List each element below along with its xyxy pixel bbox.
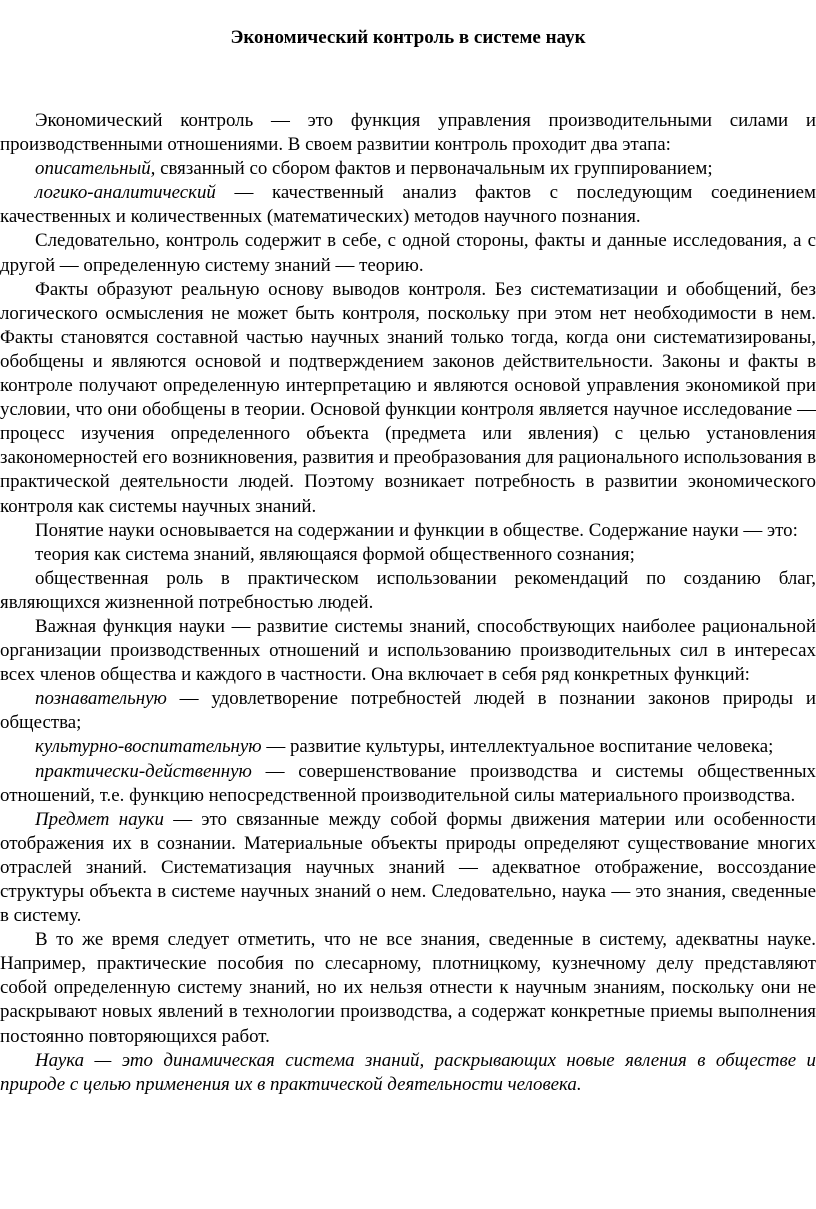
paragraph bbox=[0, 278, 816, 519]
paragraph bbox=[0, 181, 816, 229]
text-run: Понятие науки основывается на содержании и функции в обществе. Содержание науки — это: bbox=[35, 519, 798, 541]
italic-text: практически-действенную bbox=[35, 760, 252, 782]
paragraph bbox=[0, 928, 816, 1048]
paragraph bbox=[0, 157, 816, 181]
text-run: В то же время следует отметить, что не все знания, сведенные в систему, адекватны науке. Например, практические пособия по слесарному, плотницкому, кузнечному делу представляют собой определенную систему знаний, но их нельзя отнести к научным знаниям, поскольку они не раскрывают новых явлений в технологии производства, а содержат конкретные приемы выполнения постоянно повторяющихся работ. bbox=[0, 929, 816, 1047]
text-run: Следовательно, контроль содержит в себе, с одной стороны, факты и данные исследования, а с другой — определенную систему знаний — теорию. bbox=[0, 230, 816, 276]
italic-text: логико-аналитический bbox=[35, 182, 216, 204]
text-run: — качественный анализ фактов с последующим соединением качественных и количественных (математических) методов научного познания. bbox=[0, 182, 816, 228]
paragraph bbox=[0, 229, 816, 277]
paragraph bbox=[0, 760, 816, 808]
paragraph bbox=[0, 519, 816, 543]
italic-text: культурно-воспитательную bbox=[35, 736, 262, 758]
text-run: — это связанные между собой формы движения материи или особенности отображения их в сознании. Материальные объекты природы определяют существование многих отраслей знаний. Систематизация научных знаний — адекватное отображение, воссоздание структуры объекта в системе научных знаний о нем. Следовательно, наука — это знания, сведенные в систему. bbox=[0, 808, 816, 927]
text-run: общественная роль в практическом использовании рекомендаций по созданию благ, являющихся жизненной потребностью людей. bbox=[0, 567, 816, 613]
text-run: — удовлетворение потребностей людей в познании законов природы и общества; bbox=[0, 688, 816, 734]
paragraph bbox=[0, 1049, 816, 1097]
text-run: — развитие культуры, интеллектуальное воспитание человека; bbox=[261, 736, 774, 758]
paragraph bbox=[0, 543, 816, 567]
paragraph bbox=[0, 109, 816, 157]
paragraph bbox=[0, 687, 816, 735]
document-body bbox=[0, 109, 816, 1097]
paragraph bbox=[0, 615, 816, 687]
italic-text: Наука — это динамическая система знаний, раскрывающих новые явления в обществе и природе с целью применения их в практической деятельности человека. bbox=[0, 1049, 816, 1095]
text-run: — совершенствование производства и системы общественных отношений, т.е. функцию непосредственной производительной силы материального производства. bbox=[0, 760, 816, 806]
text-run: Факты образуют реальную основу выводов контроля. Без систематизации и обобщений, без логического осмысления не может быть контроля, поскольку при этом нет необходимости в нем. Факты становятся составной частью научных знаний только тогда, когда они систематизированы, обобщены и являются основой и подтверждением законов действительности. Законы и факты в контроле получают определенную интерпретацию и являются основой управления экономикой при условии, что они обобщены в теории. Основой функции контроля является научное исследование — процесс изучения определенного объекта (предмета или явления) с целью установления закономерностей его возникновения, развития и преобразования для рационального использования в практической деятельности людей. Поэтому возникает потребность в развитии экономического контроля как системы научных знаний. bbox=[0, 278, 816, 517]
text-run: теория как система знаний, являющаяся формой общественного сознания; bbox=[35, 543, 635, 565]
page-title: Экономический контроль в системе наук bbox=[230, 27, 586, 48]
paragraph bbox=[0, 567, 816, 615]
italic-text: Предмет науки bbox=[35, 808, 164, 830]
text-run: Экономический контроль — это функция управления производительными силами и производственными отношениями. В своем развитии контроль проходит два этапа: bbox=[0, 110, 816, 156]
text-run: связанный со сбором фактов и первоначальным их группированием; bbox=[155, 158, 713, 180]
paragraph bbox=[0, 735, 816, 759]
text-run: Важная функция науки — развитие системы знаний, способствующих наиболее рациональной организации производственных отношений и использованию производительных сил в интересах всех членов общества и каждого в частности. Она включает в себя ряд конкретных функций: bbox=[0, 615, 816, 686]
italic-text: познавательную bbox=[35, 688, 167, 710]
italic-text: описательный, bbox=[35, 158, 156, 180]
paragraph bbox=[0, 808, 816, 928]
